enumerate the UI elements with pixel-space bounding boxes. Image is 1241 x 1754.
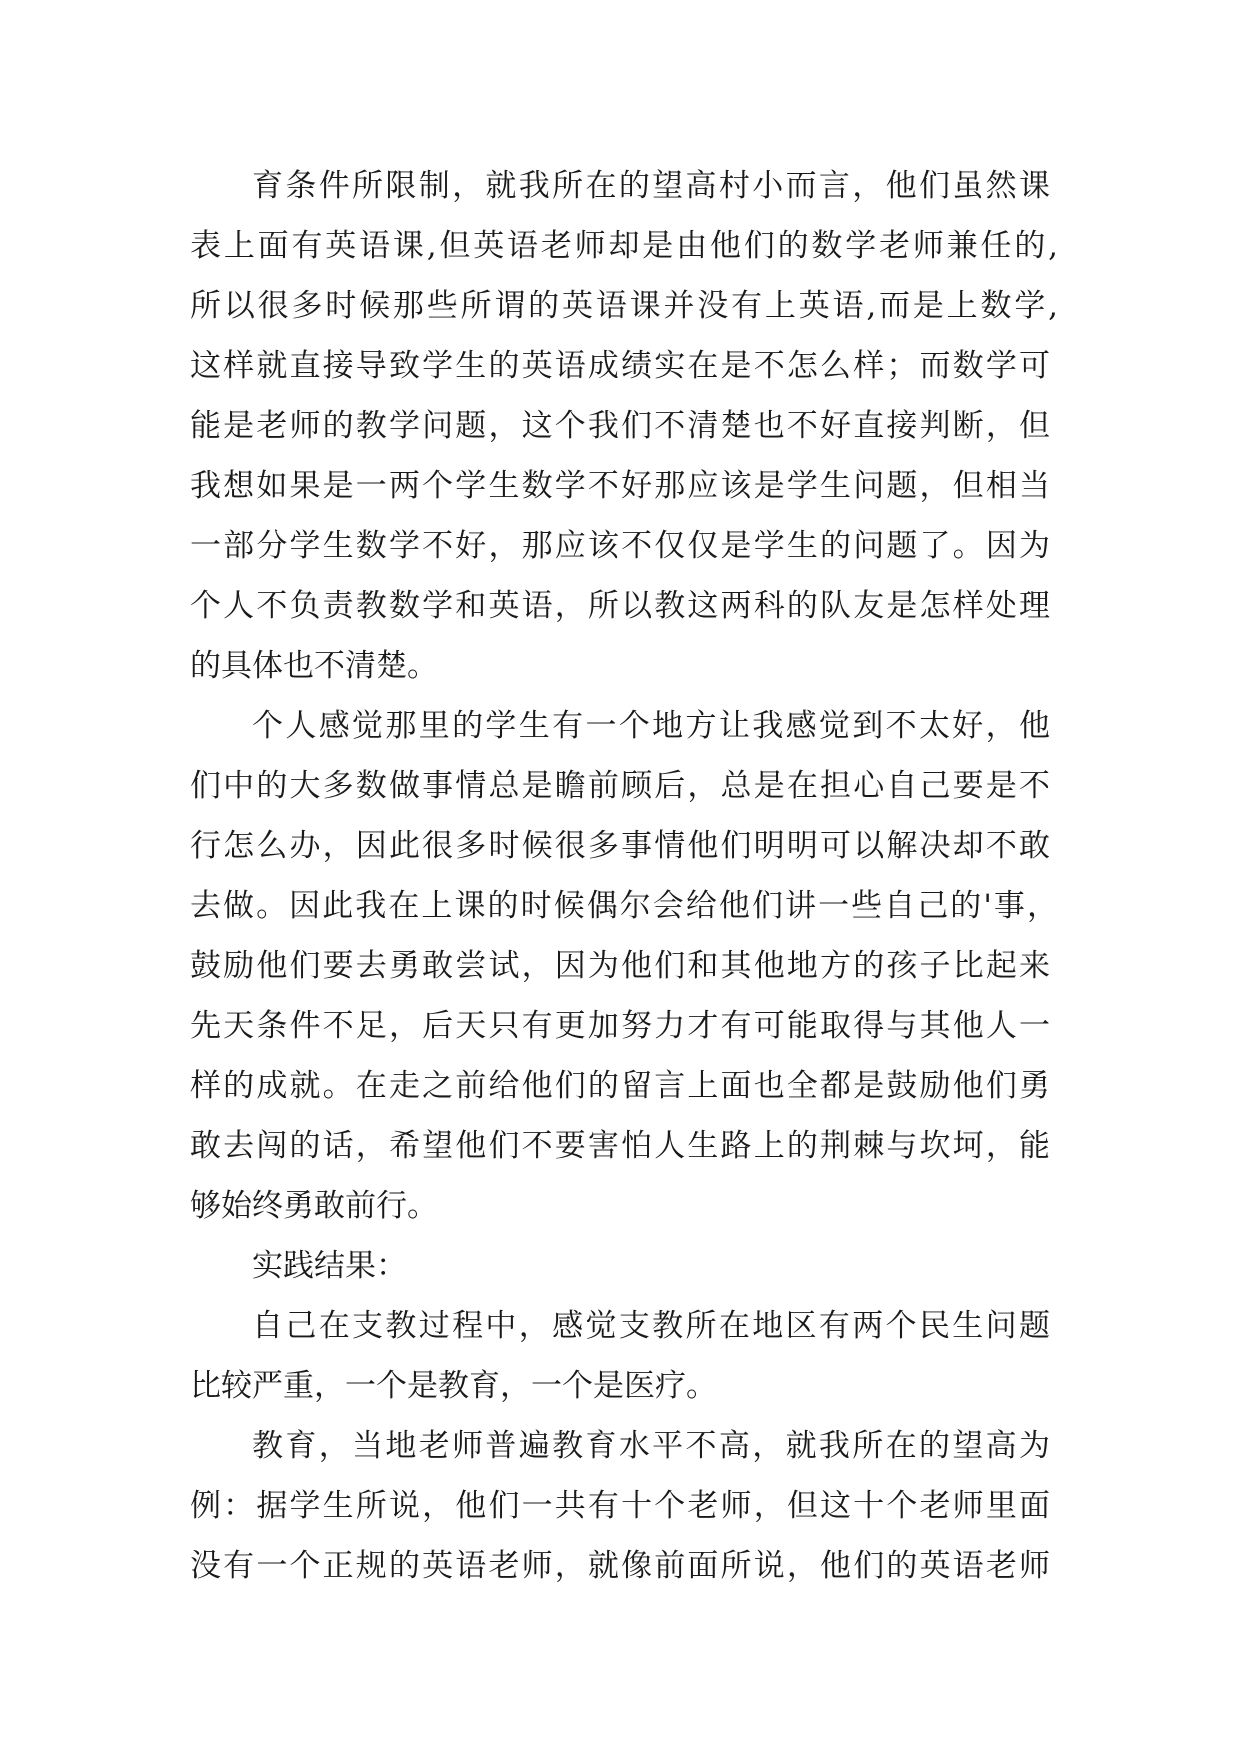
text-line: 个人感觉那里的学生有一个地方让我感觉到不太好，他 — [252, 708, 1050, 744]
text-line: 个人不负责教数学和英语，所以教这两科的队友是怎样处理 — [190, 588, 1050, 624]
text-line: 敢去闯的话，希望他们不要害怕人生路上的荆棘与坎坷，能 — [190, 1128, 1050, 1164]
text-line: 比较严重，一个是教育，一个是医疗。 — [190, 1368, 717, 1404]
text-line: 的具体也不清楚。 — [190, 648, 438, 684]
text-line: 自己在支教过程中，感觉支教所在地区有两个民生问题 — [252, 1308, 1050, 1344]
text-line: 所以很多时候那些所谓的英语课并没有上英语,而是上数学, — [190, 288, 1058, 324]
text-line: 鼓励他们要去勇敢尝试，因为他们和其他地方的孩子比起来 — [190, 948, 1050, 984]
text-line: 们中的大多数做事情总是瞻前顾后，总是在担心自己要是不 — [190, 768, 1050, 804]
text-line: 能是老师的教学问题，这个我们不清楚也不好直接判断，但 — [190, 408, 1050, 444]
text-line: 样的成就。在走之前给他们的留言上面也全都是鼓励他们勇 — [190, 1068, 1050, 1104]
text-line: 去做。因此我在上课的时候偶尔会给他们讲一些自己的'事， — [190, 888, 1058, 924]
text-line: 育条件所限制，就我所在的望高村小而言，他们虽然课 — [252, 168, 1050, 204]
text-line: 例：据学生所说，他们一共有十个老师，但这十个老师里面 — [190, 1488, 1050, 1524]
text-line: 没有一个正规的英语老师，就像前面所说，他们的英语老师 — [190, 1548, 1050, 1584]
section-heading: 实践结果： — [252, 1248, 407, 1284]
text-line: 够始终勇敢前行。 — [190, 1188, 438, 1224]
text-line: 行怎么办，因此很多时候很多事情他们明明可以解决却不敢 — [190, 828, 1050, 864]
text-line: 先天条件不足，后天只有更加努力才有可能取得与其他人一 — [190, 1008, 1050, 1044]
text-line: 教育，当地老师普遍教育水平不高，就我所在的望高为 — [252, 1428, 1050, 1464]
text-line: 表上面有英语课,但英语老师却是由他们的数学老师兼任的, — [190, 228, 1058, 264]
text-line: 这样就直接导致学生的英语成绩实在是不怎么样；而数学可 — [190, 348, 1050, 384]
text-line: 我想如果是一两个学生数学不好那应该是学生问题，但相当 — [190, 468, 1050, 504]
text-line: 一部分学生数学不好，那应该不仅仅是学生的问题了。因为 — [190, 528, 1050, 564]
